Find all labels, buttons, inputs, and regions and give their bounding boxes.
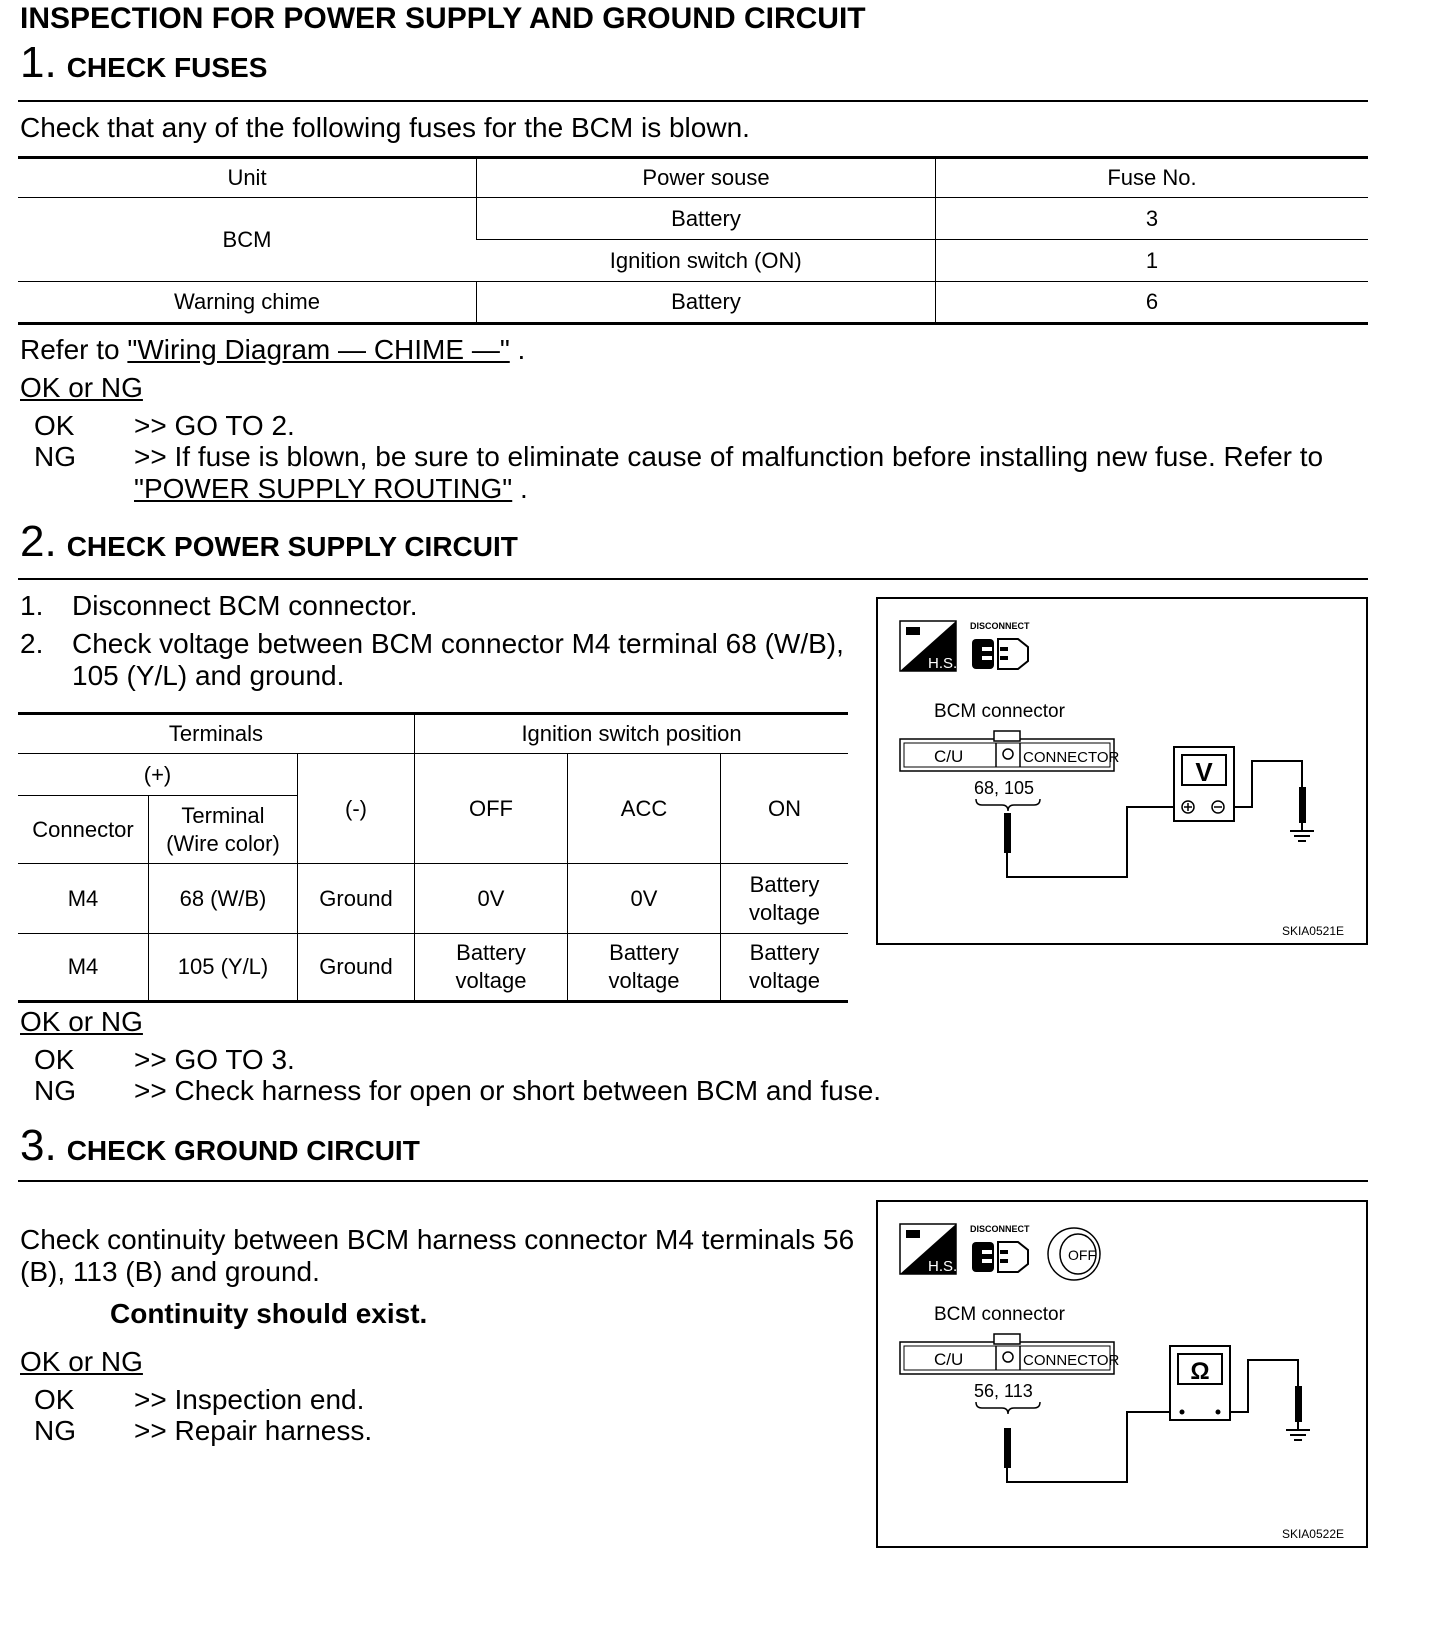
power-supply-routing-link[interactable]: "POWER SUPPLY ROUTING" [134, 473, 513, 504]
list-item [20, 590, 870, 622]
column-header: ON [721, 754, 849, 864]
section-divider [18, 100, 1368, 102]
ok-ng-label: OK or NG [20, 372, 143, 403]
step-2-heading [20, 517, 518, 567]
table-row [18, 934, 848, 1002]
table-cell: Battery [477, 282, 936, 324]
table-cell: BCM [18, 198, 477, 282]
column-header: Ignition switch position [415, 714, 849, 754]
table-cell: Battery voltage [415, 934, 568, 1002]
ok-result [34, 1384, 834, 1416]
table-cell: Battery voltage [721, 864, 849, 934]
cu-label: C/U [934, 1350, 964, 1369]
hs-label: H.S. [928, 1258, 958, 1275]
column-header: Unit [227, 165, 267, 190]
list-item [20, 628, 870, 692]
column-header: (+) [18, 754, 298, 796]
ok-ng-label: OK or NG [20, 1346, 143, 1377]
list-number: 2. [20, 628, 44, 659]
disconnect-icon [970, 621, 1030, 669]
wiring-diagram-link[interactable]: "Wiring Diagram — CHIME —" [127, 334, 510, 365]
bcm-connector [900, 731, 1120, 771]
connector-title: BCM connector [934, 1304, 1065, 1325]
probe-positive [1004, 1428, 1011, 1468]
ng-action: >> Repair harness. [134, 1415, 373, 1446]
figure-code: SKIA0522E [1281, 1527, 1344, 1541]
table-cell: 0V [568, 864, 721, 934]
column-header: (-) [298, 754, 415, 864]
ok-key: OK [34, 410, 75, 441]
disconnect-label: DISCONNECT [970, 1224, 1030, 1234]
list-text: Check voltage between BCM connector M4 terminal 68 (W/B), 105 (Y/L) and ground. [72, 628, 844, 691]
ok-action: >> GO TO 2. [134, 410, 295, 441]
refer-line [20, 334, 525, 366]
connector-label: CONNECTOR [1023, 749, 1120, 766]
hs-icon [900, 621, 957, 672]
column-header: Connector [18, 796, 149, 864]
ng-suffix: . [512, 473, 528, 504]
ng-action: >> Check harness for open or short between BCM and fuse. [134, 1075, 882, 1106]
page-title: INSPECTION FOR POWER SUPPLY AND GROUND CIRCUIT [20, 2, 866, 35]
ok-key: OK [34, 1044, 75, 1075]
ng-key: NG [34, 1075, 76, 1106]
table-cell: 0V [415, 864, 568, 934]
step-1-heading [20, 38, 267, 88]
step-title: CHECK GROUND CIRCUIT [66, 1135, 420, 1166]
terminal-numbers: 68, 105 [974, 778, 1035, 798]
ng-result [34, 1075, 934, 1107]
column-header: Terminals [168, 721, 264, 746]
table-row [18, 198, 1368, 240]
step-number: 1. [20, 38, 57, 87]
table-cell: Warning chime [18, 282, 477, 324]
meter-symbol: Ω [1190, 1358, 1210, 1385]
continuity-note: Continuity should exist. [110, 1298, 428, 1329]
step-3-text: Check continuity between BCM harness connector M4 terminals 56 (B), 113 (B) and ground. [20, 1224, 855, 1287]
ok-action: >> GO TO 3. [134, 1044, 295, 1075]
step-number: 2. [20, 517, 57, 566]
ok-result [34, 410, 1334, 442]
table-cell: Ground [298, 934, 415, 1002]
ok-action: >> Inspection end. [134, 1384, 365, 1415]
probe-positive [1004, 813, 1011, 853]
column-header: OFF [415, 754, 568, 864]
table-row [18, 282, 1368, 324]
section-divider [18, 578, 1368, 580]
step-1-intro: Check that any of the following fuses for the BCM is blown. [20, 112, 750, 143]
off-label: OFF [1068, 1247, 1096, 1263]
step-title: CHECK FUSES [66, 52, 268, 83]
ng-action: >> If fuse is blown, be sure to eliminate cause of malfunction before installing new fuse. Refer to [134, 441, 1324, 472]
refer-prefix: Refer to [20, 334, 128, 365]
step-2-list [20, 590, 870, 692]
voltage-table [18, 712, 848, 1003]
table-cell: Battery voltage [568, 934, 721, 1002]
table-cell: 6 [936, 282, 1369, 324]
list-text: Disconnect BCM connector. [72, 590, 418, 621]
column-header: ACC [568, 754, 721, 864]
continuity-diagram-svg [878, 1202, 1366, 1546]
ground-symbol [1286, 1422, 1310, 1440]
ng-key: NG [34, 1415, 76, 1446]
terminal-numbers: 56, 113 [974, 1381, 1033, 1401]
ground-symbol [1290, 823, 1314, 841]
voltmeter [1174, 747, 1234, 821]
refer-suffix: . [509, 334, 526, 365]
voltage-diagram-svg [878, 599, 1366, 943]
column-header: Power souse [477, 158, 936, 198]
ok-ng-label: OK or NG [20, 1006, 143, 1037]
bcm-connector [900, 1334, 1120, 1374]
table-cell: Ground [298, 864, 415, 934]
step-number: 3. [20, 1121, 57, 1170]
fuse-table [18, 156, 1368, 325]
ohmmeter [1170, 1346, 1230, 1420]
figure-code: SKIA0521E [1281, 924, 1344, 938]
table-cell: Battery voltage [721, 934, 849, 1002]
table-cell: 1 [936, 240, 1369, 282]
table-cell: Ignition switch (ON) [477, 240, 936, 282]
continuity-check-diagram [876, 1200, 1368, 1548]
table-cell: 68 (W/B) [149, 864, 298, 934]
ok-key: OK [34, 1384, 75, 1415]
meter-symbol: V [1195, 757, 1213, 787]
ignition-off-icon [1048, 1228, 1100, 1280]
table-cell: Battery [477, 198, 936, 240]
ng-result [34, 1415, 834, 1447]
disconnect-label: DISCONNECT [970, 621, 1030, 631]
list-number: 1. [20, 590, 44, 621]
probe-ground [1299, 787, 1306, 823]
table-cell: M4 [18, 864, 149, 934]
voltage-check-diagram [876, 597, 1368, 945]
column-header: Fuse No. [936, 158, 1369, 198]
step-3-heading [20, 1121, 420, 1171]
connector-label: CONNECTOR [1023, 1352, 1120, 1369]
step-title: CHECK POWER SUPPLY CIRCUIT [66, 531, 518, 562]
hs-label: H.S. [928, 655, 958, 672]
table-cell: 3 [936, 198, 1369, 240]
section-divider [18, 1180, 1368, 1182]
probe-ground [1295, 1386, 1302, 1422]
connector-title: BCM connector [934, 701, 1065, 722]
table-row [18, 864, 848, 934]
hs-icon [900, 1224, 957, 1275]
column-header: Terminal (Wire color) [149, 796, 298, 864]
ng-result [34, 441, 1334, 505]
ok-result [34, 1044, 934, 1076]
cu-label: C/U [934, 747, 964, 766]
disconnect-icon [970, 1224, 1030, 1272]
ng-action-block [134, 441, 1334, 505]
table-cell: 105 (Y/L) [149, 934, 298, 1002]
ng-key: NG [34, 441, 76, 472]
table-cell: M4 [18, 934, 149, 1002]
